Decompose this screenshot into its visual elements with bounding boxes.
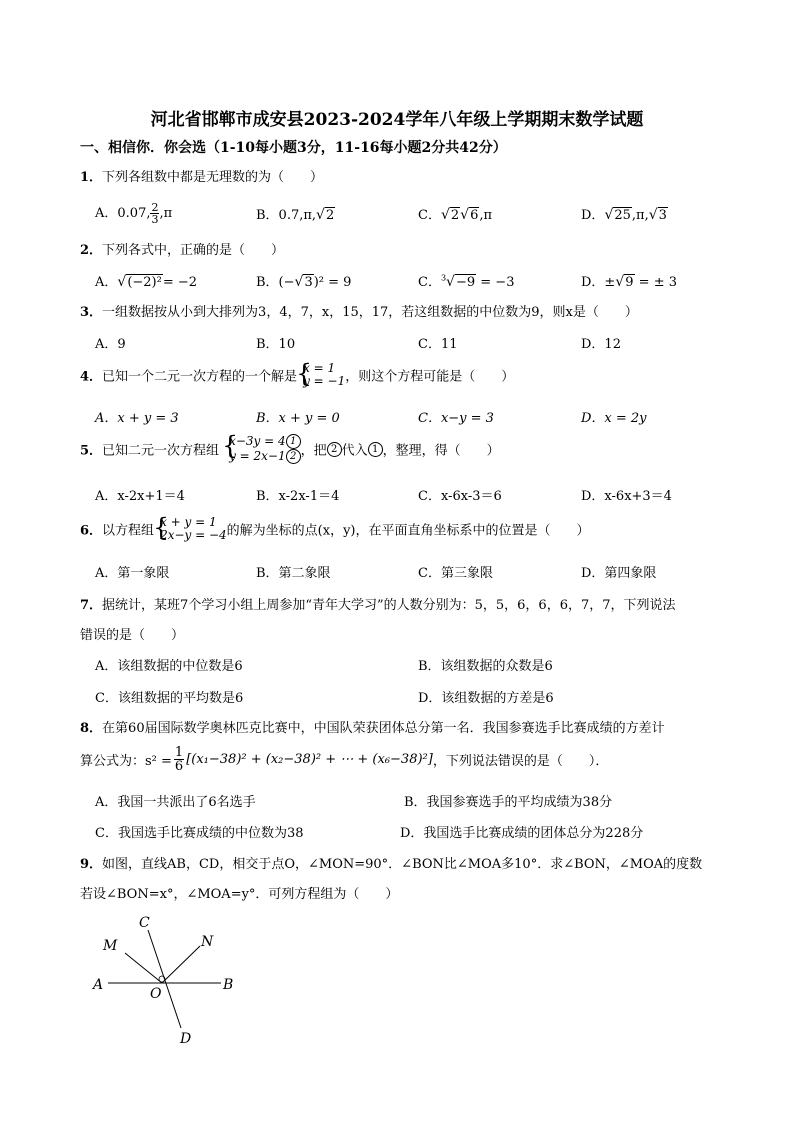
- question-7-line2: 错误的是（ ）: [80, 628, 185, 643]
- option-a: A．√(−2)²= −2: [95, 274, 198, 290]
- question-stem: 下列各式中，正确的是（ ）: [102, 243, 285, 258]
- option-a: A．我国一共派出了6名选手: [95, 795, 256, 810]
- label-d: D: [180, 1031, 192, 1047]
- option-d: D．该组数据的方差是6: [418, 691, 554, 706]
- option-d: D．√25,π,√3: [581, 207, 667, 223]
- option-c: C．x-6x-3＝6: [418, 489, 502, 504]
- fraction: $\frac{1}{6}$: [174, 745, 184, 774]
- ray-on: [162, 946, 200, 983]
- option-c: C．√2√6,π: [418, 207, 493, 223]
- question-4: 4．已知一个二元一次方程的一个解是 { x = 1 y = −1 ，则这个方程可能是（ ）: [80, 359, 515, 388]
- question-1: [80, 166, 323, 185]
- line-cd: [148, 930, 181, 1028]
- option-d: D．x-6x+3＝4: [581, 489, 672, 504]
- option-a: A．9: [95, 337, 126, 352]
- option-b: B．0.7,π,√2: [256, 207, 335, 223]
- question-8-line2: 算公式为：s² = $\frac{1}{6}$ [(x₁−38)² + (x₂−38)² + ⋯ + (x₆−38)²]，下列说法错误的是（ ）．: [80, 745, 609, 774]
- option-d: D．我国选手比赛成绩的团体总分为228分: [400, 826, 644, 841]
- option-c: C．该组数据的平均数是6: [95, 691, 244, 706]
- option-a: A．第一象限: [95, 566, 170, 581]
- label-m: M: [103, 938, 118, 954]
- question-stem: 在第60届国际数学奥林匹克比赛中，中国队荣获团体总分第一名．我国参赛选手比赛成绩的方差计: [102, 721, 665, 736]
- option-d: D．x = 2y: [581, 411, 647, 426]
- question-3: 3．一组数据按从小到大排列为3，4，7，x，15，17，若这组数据的中位数为9，则x是（ ）: [80, 305, 638, 320]
- angle-figure: [88, 908, 248, 1048]
- page-title: 河北省邯郸市成安县2023-2024学年八年级上学期期末数学试题: [150, 110, 644, 130]
- option-c: C．第三象限: [418, 566, 493, 581]
- option-d: D．±√9 = ± 3: [581, 274, 677, 290]
- variance-formula: [(x₁−38)² + (x₂−38)² + ⋯ + (x₆−38)²]: [186, 752, 433, 767]
- question-7: 7．据统计，某班7个学习小组上周参加“青年大学习”的人数分别为：5，5，6，6，6，7，7，下列说法: [80, 598, 676, 613]
- option-c: C．我国选手比赛成绩的中位数为38: [95, 826, 304, 841]
- option-d: D．12: [581, 337, 621, 352]
- label-b: B: [223, 977, 234, 993]
- section-heading: 一、相信你．你会选（1-10每小题3分，11-16每小题2分共42分）: [80, 140, 507, 156]
- option-a: A．0.07, $\frac{2}{3}$ ,π: [95, 201, 173, 226]
- question-stem: 一组数据按从小到大排列为3，4，7，x，15，17，若这组数据的中位数为9，则x是（ ）: [102, 305, 638, 320]
- option-b: B．该组数据的众数是6: [418, 659, 553, 674]
- question-8: 8．在第60届国际数学奥林匹克比赛中，中国队荣获团体总分第一名．我国参赛选手比赛成绩的方差计: [80, 721, 665, 736]
- label-a: A: [93, 977, 104, 993]
- label-c: C: [139, 915, 150, 931]
- option-c: C．x−y = 3: [418, 411, 494, 426]
- option-b: B．x + y = 0: [256, 411, 340, 426]
- option-b: B．第二象限: [256, 566, 331, 581]
- option-b: B．我国参赛选手的平均成绩为38分: [404, 795, 613, 810]
- label-o: O: [150, 986, 162, 1002]
- equation-system: { x−3y = 4 1 y = 2x−1 2: [229, 434, 301, 464]
- option-b: B．x-2x-1＝4: [256, 489, 340, 504]
- question-2: 2．下列各式中，正确的是（ ）: [80, 243, 285, 258]
- option-b: B．(−√3)² = 9: [256, 274, 352, 290]
- option-c: C．$^3$√−9 = −3: [418, 273, 515, 290]
- question-5: 5．已知二元一次方程组 { x−3y = 4 1 y = 2x−1 2 ，把 2 代入 1 ，整理，得（ ）: [80, 431, 500, 463]
- question-stem: 如图，直线AB，CD，相交于点O，∠MON=90°．∠BON比∠MOA多10°．求∠BON，∠MOA的度数: [102, 857, 703, 872]
- option-a: A．x-2x+1＝4: [95, 489, 185, 504]
- option-c: C．11: [418, 337, 458, 352]
- fraction: $\frac{2}{3}$: [151, 201, 159, 226]
- question-stem: 下列各组数中都是无理数的为（ ）: [102, 170, 324, 185]
- question-stem: 据统计，某班7个学习小组上周参加“青年大学习”的人数分别为：5，5，6，6，6，7，7，下列说法: [102, 598, 676, 613]
- question-number: 1．: [80, 170, 103, 185]
- option-d: D．第四象限: [581, 566, 657, 581]
- option-a: A．该组数据的中位数是6: [95, 659, 243, 674]
- ray-om: [125, 953, 162, 983]
- question-9-line2: 若设∠BON=x°，∠MOA=y°．可列方程组为（ ）: [80, 887, 399, 902]
- question-6: 6．以方程组 { x + y = 1 2x−y = −4 的解为坐标的点(x，y)，在平面直角坐标系中的位置是（ ）: [80, 513, 590, 542]
- option-a: A．x + y = 3: [95, 411, 179, 426]
- option-b: B．10: [256, 337, 296, 352]
- equation-system: { x + y = 1 2x−y = −4: [153, 513, 227, 542]
- equation-system: { x = 1 y = −1: [296, 359, 346, 388]
- question-9: 9．如图，直线AB，CD，相交于点O，∠MON=90°．∠BON比∠MOA多10°．求∠BON，∠MOA的度数: [80, 857, 703, 872]
- label-n: N: [201, 934, 214, 950]
